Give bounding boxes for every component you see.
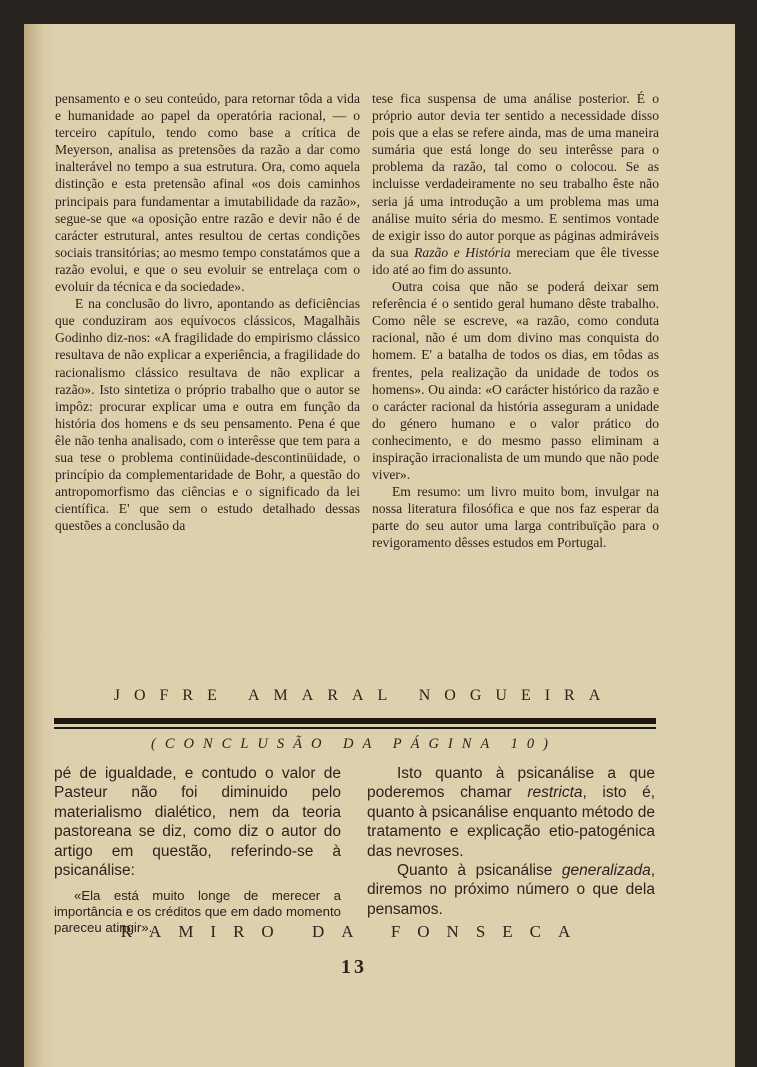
- bottom-right-paragraph-1: [367, 764, 655, 861]
- right-paragraph-1-text-a: tese fica suspensa de uma análise posterior. É o próprio autor devia ter sentido a necessidade disso pois que a elas se refere ainda, mas de uma maneira sumária que está longe do seu interêsse para o problema da razão, tal como o colocou. Se as incluisse verdadeiramente no seu trabalho êste não seria já uma introdução a um problema mas uma análise muito séria do mesmo. E sentimos vontade de exigir isso do autor porque as páginas admiráveis da sua: [372, 91, 659, 260]
- bottom-left-quote: «Ela está muito longe de merecer a importância e os créditos que em dado momento pareceu atingir».: [54, 888, 341, 935]
- left-paragraph-1: pensamento e o seu conteúdo, para retornar tôda a vida e humanidade ao papel da operatória racional, — o terceiro capítulo, tendo como base a crítica de Meyerson, analisa as pretensões da razão a dar como inalterável no tempo a sua estrutura. Ora, como aquela distinção e esta pretensão afinal «os dois caminhos principais para fundamentar a imutabilidade da razão», segue-se que «a oposição entre razão e devir não é de carácter estrutural, antes resultou de certas condições sociais transitórias; ao mesmo tempo constatámos que a razão evolui, e que o seu evoluir se entrelaça com o evoluir da técnica e da sociedade».: [55, 91, 360, 295]
- bottom-right-paragraph-2: [367, 861, 655, 919]
- right-paragraph-1: [372, 90, 659, 278]
- right-paragraph-3: Em resumo: um livro muito bom, invulgar na nossa literatura filosófica e que nos faz esperar da parte do seu autor uma larga contribuïção para o revigoramento dêsses estudos em Portugal.: [372, 484, 659, 551]
- author-signature-2: RAMIRO DA FONSECA: [120, 922, 588, 941]
- continuation-note: (CONCLUSÃO DA PÁGINA 10): [151, 736, 557, 752]
- book-title-italic: Razão e História: [414, 244, 511, 260]
- term-restricta-italic: restricta: [527, 784, 583, 802]
- page-gutter-shadow: [24, 24, 56, 1067]
- bottom-right-paragraph-1-text-b: , isto é, quanto à psicanálise enquanto método de tratamento e explicação etio-patogénica das nevroses.: [367, 784, 655, 860]
- section-divider-thick: [54, 718, 656, 724]
- right-column: [372, 90, 659, 552]
- bottom-right-paragraph-2-text-b: , diremos no próximo número o que dela pensamos.: [367, 862, 655, 918]
- bottom-right-paragraph-1-text-a: Isto quanto à psicanálise a que poderemos chamar: [367, 765, 655, 802]
- right-paragraph-1-text-b: mereciam que êle tivesse ido até ao fim do assunto.: [372, 244, 659, 277]
- term-generalizada-italic: generalizada: [561, 862, 651, 880]
- author-signature-1: JOFRE AMARAL NOGUEIRA: [113, 687, 615, 704]
- bottom-left-column: [54, 764, 341, 936]
- bottom-left-paragraph: pé de igualdade, e contudo o valor de Pasteur não foi diminuido pelo materialismo dialético, nem da teoria pastoreana se diz, como diz o autor do artigo em questão, referindo-se à psicanálise:: [54, 765, 341, 880]
- right-paragraph-2: Outra coisa que não se poderá deixar sem referência é o sentido geral humano dêste trabalho. Como nêle se escreve, «a razão, como conduta racional, não é um dom divino mas conquista do homem. E' a batalha de todos os dias, em tôdas as frentes, pela realização da unidade de todos os homens». Ou ainda: «O carácter histórico da razão e o carácter racional da história asseguram a unidade do género humano e o valor prático do conhecimento, e do mesmo passo eliminam a inspiração irracionalista de um mundo que não pode viver».: [372, 279, 659, 483]
- bottom-right-column: [367, 764, 655, 919]
- left-paragraph-2: E na conclusão do livro, apontando as deficiências que conduziram aos equívocos clássicos, Magalhãis Godinho diz-nos: «A fragilidade do empirismo clássico resultava de não explicar a experiência, a fragilidade do racionalismo clássico resultava de não explicar a razão». Isto sintetiza o próprio trabalho que o autor se impôz: procurar explicar uma e outra em função da história dos homens e ds seu pensamento. Pena é que êle não tenha analisado, com o interêsse que tem para a sua tese o problema continüidade-descontinüidade, o princípio da complementaridade de Bohr, a questão do antropomorfismo das ciências e o significado da lei científica. E' que sem o estudo detalhado dessas questões a conclusão da: [55, 296, 360, 534]
- section-divider-thin: [54, 727, 656, 729]
- page-number: 13: [341, 956, 367, 978]
- bottom-right-paragraph-2-text-a: Quanto à psicanálise: [397, 862, 562, 880]
- left-column: [55, 90, 360, 534]
- book-page: [24, 24, 735, 1067]
